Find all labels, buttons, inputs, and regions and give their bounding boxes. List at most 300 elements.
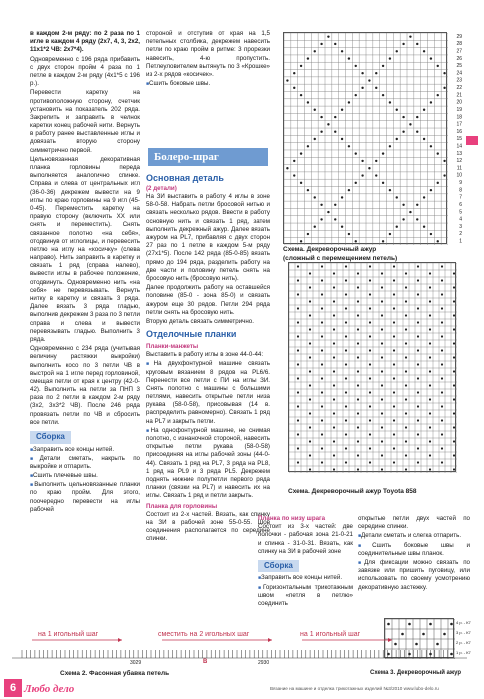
row-label: 10 (456, 172, 462, 179)
stitch-mark (417, 377, 419, 379)
stitch-mark (441, 363, 443, 365)
section-subtitle: Планка для горловины (146, 502, 218, 510)
stitch-mark (453, 412, 455, 414)
stitch-mark (357, 356, 359, 358)
stitch-mark (429, 356, 431, 358)
stitch-mark (314, 196, 316, 198)
row-label-axis (448, 32, 464, 244)
stitch-mark (417, 419, 419, 421)
stitch-mark (357, 454, 359, 456)
stitch-mark (441, 433, 443, 435)
row-label: 24 (456, 70, 462, 77)
stitch-mark (429, 370, 431, 372)
stitch-mark (382, 240, 384, 242)
stitch-mark (357, 300, 359, 302)
stitch-mark (405, 314, 407, 316)
stitch-mark (441, 307, 443, 309)
row-label: 3 р. - К7 (456, 630, 471, 635)
stitch-mark (297, 307, 299, 309)
stitch-mark (333, 328, 335, 330)
stitch-mark (369, 293, 371, 295)
stitch-mark (382, 94, 384, 96)
stitch-mark (381, 314, 383, 316)
stitch-mark (417, 321, 419, 323)
stitch-mark (355, 65, 357, 67)
stitch-mark (333, 300, 335, 302)
section-subtitle: (2 детали) (146, 184, 177, 192)
paragraph: Одновременно с 234 ряда (учитывая величину растяжки выкройки) выполнить косо по 3 петли ЧВ в выстрой на 1 игле перед горловиной, смещая петли от края к центру (42-0-42). Выполнить на петли за ПНП 3 раза по 2 петли в каждом 2-м ряду (3х2, 3х3*2 ЧВ). После 246 ряда провязать петли по ЧВ и сбросить все петли. (30, 345, 140, 426)
stitch-mark (429, 440, 431, 442)
chart-grid (284, 33, 448, 245)
stitch-mark (453, 272, 455, 274)
list-item: ■ Выполнить цельновязанные планки по краю пройм. Для этого, поочередно перевести на иглы рабочей (30, 481, 140, 514)
list-item: ■ Сшить плечевые швы. (30, 472, 140, 480)
stitch-mark (321, 391, 323, 393)
stitch-mark (396, 138, 398, 140)
stitch-mark (307, 57, 309, 59)
list-item: ■ Заправить все концы нитей. (258, 574, 353, 582)
stitch-mark (453, 356, 455, 358)
stitch-mark (437, 240, 439, 242)
section-title-sborka: Сборка (30, 431, 71, 444)
stitch-mark (393, 363, 395, 365)
stitch-mark (297, 321, 299, 323)
stitch-mark (369, 405, 371, 407)
stitch-mark (437, 152, 439, 154)
stitch-mark (417, 447, 419, 449)
stitch-mark (369, 321, 371, 323)
stitch-mark (309, 412, 311, 414)
stitch-mark (369, 461, 371, 463)
stitch-mark (309, 440, 311, 442)
stitch-mark (389, 57, 391, 59)
stitch-mark (357, 412, 359, 414)
stitch-mark (453, 440, 455, 442)
row-label: 29 (456, 33, 462, 40)
paragraph: На ЗИ выставить в работу 4 иглы в зоне 58-0-58. Набрать петли бросовой нитью и связать несколько рядов. Ввести в работу основную нить и связать 1 ряд, затем выполнить декрежный ажур. Далее вязать ажуром на PL7, прибавляя с двух сторон 27 раз по 1 петле в каждом 5-м ряду (27х1*5). После 142 ряда (85-0-85) вязать прямо до 194 ряда, разделить работу на две части и половину петель снять на бросовую нить (бросовую нить). (146, 193, 270, 282)
stitch-mark (309, 328, 311, 330)
chart-decrevor-lace-1 (283, 32, 447, 244)
stitch-mark (297, 335, 299, 337)
stitch-mark (430, 233, 432, 235)
stitch-mark (381, 342, 383, 344)
stitch-mark (321, 447, 323, 449)
row-label: 1 р. - К7 (456, 650, 471, 655)
stitch-mark (341, 138, 343, 140)
stitch-mark (327, 123, 329, 125)
stitch-mark (375, 160, 377, 162)
stitch-mark (327, 35, 329, 37)
stitch-mark (334, 204, 336, 206)
caption-line: Схема. Декреворочный ажур (283, 246, 377, 253)
stitch-mark (369, 349, 371, 351)
stitch-mark (416, 218, 418, 220)
stitch-mark (441, 349, 443, 351)
stitch-mark (300, 152, 302, 154)
stitch-mark (334, 130, 336, 132)
stitch-mark (393, 461, 395, 463)
stitch-mark (334, 43, 336, 45)
stitch-mark (369, 335, 371, 337)
stitch-mark (441, 377, 443, 379)
stitch-mark (393, 349, 395, 351)
stitch-mark (320, 43, 322, 45)
stitch-mark (345, 265, 347, 267)
row-label: 19 (456, 106, 462, 113)
stitch-mark (369, 419, 371, 421)
stitch-mark (293, 72, 295, 74)
stitch-mark (429, 342, 431, 344)
stitch-mark (348, 189, 350, 191)
row-label: 25 (456, 63, 462, 70)
row-label: 12 (456, 158, 462, 165)
stitch-mark (389, 145, 391, 147)
stitch-mark (441, 419, 443, 421)
stitch-mark (297, 433, 299, 435)
stitch-mark (441, 265, 443, 267)
paragraph: открытые петли двух частей по середине спинки. (358, 515, 470, 531)
stitch-mark (355, 240, 357, 242)
stitch-mark (357, 384, 359, 386)
stitch-mark (321, 419, 323, 421)
stitch-mark (345, 293, 347, 295)
column-2 (146, 170, 270, 544)
stitch-mark (361, 174, 363, 176)
stitch-mark (369, 377, 371, 379)
stitch-mark (417, 335, 419, 337)
stitch-mark (333, 286, 335, 288)
paragraph: Вторую деталь связать симметрично. (146, 317, 254, 325)
stitch-mark (417, 461, 419, 463)
stitch-mark (357, 342, 359, 344)
stitch-mark (429, 300, 431, 302)
stitch-mark (369, 307, 371, 309)
stitch-mark (408, 623, 411, 626)
diagram-label: на 1 игольный шаг (38, 631, 99, 638)
stitch-mark (321, 433, 323, 435)
stitch-mark (321, 321, 323, 323)
stitch-mark (387, 623, 390, 626)
row-labels (448, 32, 464, 244)
stitch-mark (297, 447, 299, 449)
stitch-mark (345, 391, 347, 393)
paragraph: Состоит из 2-х частей. Вязать, как спинку на ЗИ в рабочей зоне 55-0-55. Шов соединения располагается по середине спинки. (146, 510, 270, 543)
stitch-mark (437, 65, 439, 67)
stitch-mark (297, 279, 299, 281)
stitch-mark (441, 461, 443, 463)
stitch-mark (405, 440, 407, 442)
stitch-mark (423, 196, 425, 198)
stitch-mark (320, 218, 322, 220)
stitch-mark (430, 101, 432, 103)
stitch-mark (369, 433, 371, 435)
row-label: 8 (459, 187, 462, 194)
stitch-mark (429, 398, 431, 400)
stitch-mark (293, 160, 295, 162)
stitch-mark (341, 50, 343, 52)
stitch-mark (357, 314, 359, 316)
stitch-mark (357, 426, 359, 428)
stitch-mark (429, 623, 432, 626)
stitch-mark (393, 335, 395, 337)
chart-caption (283, 246, 463, 263)
stitch-mark (369, 279, 371, 281)
stitch-mark (357, 440, 359, 442)
stitch-mark (453, 398, 455, 400)
section-title: Отделочные планки (146, 329, 237, 340)
stitch-mark (381, 412, 383, 414)
stitch-mark (297, 265, 299, 267)
list-item: ■ На двухфонтурной машине связать круговым вязанием 8 рядов на PL6/6. Перенести все петли с ПИ на иглы ЗИ. Снять полотно с машины с большими петлями, навесить открытые петли низа рукава (58-0-58), присовывая (14 в. распределить равномерно). Связать 1 ряд на PL7 и закрыть петли. (146, 360, 270, 426)
stitch-mark (389, 189, 391, 191)
stitch-mark (381, 272, 383, 274)
stitch-mark (307, 233, 309, 235)
row-label: 2 (459, 231, 462, 238)
stitch-mark (333, 426, 335, 428)
stitch-mark (389, 101, 391, 103)
stitch-mark (381, 328, 383, 330)
stitch-mark (429, 328, 431, 330)
stitch-mark (293, 87, 295, 89)
stitch-mark (309, 426, 311, 428)
stitch-mark (321, 265, 323, 267)
paragraph: Цельновязанная декоративная планка горловины переда выполняется аналогично спинке. Справа и слева от центральных игл (36-0-36) декрежем вывести на 9 иглы по краю горловины на 9 игл (45-0-45). Переместить каретку на правую сторону (включить ХХ или снять и переместить). Снять связанное полотно «на себя», отодвинув от иглолицы, и перевесить петлю на иглу на «косичку» (слева направо). Нить заправить в каретку и связать 1 ряд (справа налево), вывести иглы в рабочее положение, отодвинуть. Одновременно нить «на себя» не перевязывать. Вернуть нитку в каретку и связать 3 ряда. Далее вязать 3 ряда гладью, выполнив декрежем 3 раза по 3 петли справа и слева и вывести перевязывать гладью. Выполнить 3 ряда. (30, 155, 140, 343)
stitch-mark (441, 279, 443, 281)
stitch-mark (300, 240, 302, 242)
stitch-mark (333, 314, 335, 316)
stitch-mark (405, 398, 407, 400)
stitch-mark (441, 321, 443, 323)
row-label: 4 р. - К7 (456, 620, 471, 625)
stitch-mark (375, 72, 377, 74)
stitch-mark (375, 174, 377, 176)
stitch-mark (345, 461, 347, 463)
row-label: 20 (456, 99, 462, 106)
stitch-mark (345, 335, 347, 337)
stitch-mark (405, 426, 407, 428)
stitch-mark (417, 349, 419, 351)
stitch-mark (345, 349, 347, 351)
stitch-mark (437, 182, 439, 184)
row-label: 28 (456, 41, 462, 48)
stitch-mark (405, 300, 407, 302)
stitch-mark (309, 300, 311, 302)
stitch-mark (389, 233, 391, 235)
stitch-mark (453, 328, 455, 330)
paragraph: Далее продолжить работу на оставшейся половине (85-0 - зона 85-0) и связать ажуром еще 30 рядов. Петли 294 ряда петли снять на бросовую нить. (146, 284, 270, 316)
stitch-mark (409, 123, 411, 125)
stitch-mark (355, 182, 357, 184)
stitch-mark (409, 35, 411, 37)
stitch-mark (417, 363, 419, 365)
stitch-mark (443, 174, 445, 176)
stitch-mark (453, 384, 455, 386)
stitch-mark (345, 433, 347, 435)
stitch-mark (309, 356, 311, 358)
stitch-mark (369, 363, 371, 365)
chart-decrevor-lace-2 (288, 262, 456, 472)
row-label: 16 (456, 128, 462, 135)
stitch-mark (381, 384, 383, 386)
stitch-mark (453, 286, 455, 288)
stitch-mark (368, 79, 370, 81)
stitch-mark (321, 335, 323, 337)
stitch-mark (333, 272, 335, 274)
stitch-mark (396, 50, 398, 52)
stitch-mark (361, 72, 363, 74)
row-label: 27 (456, 48, 462, 55)
stitch-mark (381, 468, 383, 470)
stitch-mark (417, 391, 419, 393)
stitch-mark (300, 65, 302, 67)
stitch-mark (357, 398, 359, 400)
stitch-mark (334, 218, 336, 220)
stitch-mark (453, 342, 455, 344)
stitch-mark (417, 279, 419, 281)
diagram-number: 3029 (130, 660, 142, 666)
stitch-mark (321, 279, 323, 281)
stitch-mark (393, 265, 395, 267)
stitch-mark (345, 307, 347, 309)
section-title: Основная деталь (146, 173, 224, 183)
stitch-mark (409, 211, 411, 213)
stitch-mark (393, 307, 395, 309)
stitch-mark (309, 272, 311, 274)
stitch-mark (429, 384, 431, 386)
list-item: ■ Горизонтальным трикотажным швом «петля в петлю» соединить (258, 584, 353, 609)
stitch-mark (297, 293, 299, 295)
page-number: 6 (4, 679, 22, 697)
stitch-mark (393, 293, 395, 295)
stitch-mark (382, 152, 384, 154)
stitch-mark (423, 138, 425, 140)
stitch-mark (453, 454, 455, 456)
stitch-mark (341, 109, 343, 111)
paragraph: стороной и отступив от края на 1,5 петельных столбика, декрежем навесить петли по краю пройм в ритме: 3 прорезки навесить, 4-ю пропустить. Петлеуловителем вытянуть по 3 «Крошке» из 2-х рядов «косичек». (146, 30, 270, 78)
stitch-mark (417, 265, 419, 267)
section-subtitle: Планка по низу шрага (258, 515, 326, 522)
stitch-mark (430, 189, 432, 191)
row-label: 17 (456, 121, 462, 128)
row-label: 5 (459, 209, 462, 216)
row-label: 14 (456, 143, 462, 150)
stitch-mark (381, 398, 383, 400)
row-label: 11 (456, 165, 462, 172)
stitch-mark (309, 370, 311, 372)
list-item: ■ Сшить боковые швы. (146, 80, 270, 88)
stitch-mark (327, 211, 329, 213)
list-item: ■ Сшить боковые швы и соединительные швы планок. (358, 542, 470, 558)
stitch-mark (443, 160, 445, 162)
paragraph: Перевести каретку на противоположную сторону, счетчик установить на показатель 202 ряда. Закрепить и заправить в челнок каретки конец рабочей нити. Вернуть в работу ранее выставленные иглы и довязать вторую сторону симметрично первой. (30, 89, 140, 154)
stitch-mark (309, 468, 311, 470)
stitch-mark (450, 623, 453, 626)
stitch-mark (297, 377, 299, 379)
stitch-mark (368, 167, 370, 169)
stitch-mark (309, 398, 311, 400)
chart-caption: Схема. Декреворочный ажур Toyota 858 (288, 488, 417, 495)
stitch-mark (333, 384, 335, 386)
stitch-mark (405, 468, 407, 470)
list-item: ■ Детали сметать, накрыть по выкройке и отпарить. (30, 455, 140, 471)
stitch-mark (453, 468, 455, 470)
row-label: 2 р. - К7 (456, 640, 471, 645)
footer-text: Вязание на машине и отделка трикотажных изделий №3/2010 www.lubo-delo.ru (270, 686, 439, 691)
stitch-mark (333, 468, 335, 470)
paragraph: Одновременно с 196 ряда прибавить с двух сторон пройм 4 раза по 1 петле в каждом 2-м ряду (4х1*5 с 196 р.). (30, 55, 140, 88)
stitch-mark (430, 145, 432, 147)
stitch-mark (405, 342, 407, 344)
stitch-mark (309, 286, 311, 288)
stitch-mark (297, 363, 299, 365)
column-4 (358, 515, 470, 593)
list-item: ■ Для фиксации можно связать по завязке или пришить пуговицу, или использовать по своему усмотрению декоративную застежку. (358, 559, 470, 592)
stitch-mark (314, 109, 316, 111)
stitch-mark (381, 440, 383, 442)
stitch-mark (453, 426, 455, 428)
column-3 (258, 515, 353, 609)
stitch-mark (423, 50, 425, 52)
stitch-mark (393, 405, 395, 407)
stitch-mark (453, 314, 455, 316)
stitch-mark (341, 226, 343, 228)
stitch-mark (348, 101, 350, 103)
stitch-mark (348, 57, 350, 59)
stitch-mark (341, 196, 343, 198)
stitch-mark (381, 286, 383, 288)
row-label: 3 (459, 223, 462, 230)
stitch-mark (369, 447, 371, 449)
row-label: 22 (456, 85, 462, 92)
column-2-top (146, 30, 270, 89)
stitch-mark (314, 138, 316, 140)
stitch-mark (355, 94, 357, 96)
stitch-mark (334, 116, 336, 118)
stitch-mark (393, 391, 395, 393)
stitch-mark (393, 321, 395, 323)
stitch-mark (309, 342, 311, 344)
stitch-mark (345, 363, 347, 365)
stitch-mark (314, 226, 316, 228)
stitch-mark (321, 461, 323, 463)
stitch-mark (321, 377, 323, 379)
page-marker (466, 136, 478, 145)
stitch-mark (453, 300, 455, 302)
stitch-mark (300, 182, 302, 184)
stitch-mark (286, 167, 288, 169)
stitch-mark (429, 272, 431, 274)
stitch-mark (293, 174, 295, 176)
stitch-mark (320, 204, 322, 206)
stitch-mark (417, 293, 419, 295)
stitch-mark (333, 342, 335, 344)
diagram-caption: Схема 2. Фасонная убавка петель (60, 670, 170, 677)
row-label: 15 (456, 136, 462, 143)
column-1 (30, 30, 140, 515)
stitch-mark (429, 286, 431, 288)
diagram-number: 2930 (258, 660, 270, 666)
diagram-marker: B (203, 659, 208, 665)
stitch-mark (309, 314, 311, 316)
stitch-mark (437, 94, 439, 96)
stitch-mark (381, 454, 383, 456)
stitch-mark (382, 182, 384, 184)
stitch-mark (321, 307, 323, 309)
stitch-mark (382, 65, 384, 67)
stitch-mark (416, 116, 418, 118)
stitch-mark (348, 145, 350, 147)
stitch-mark (441, 405, 443, 407)
